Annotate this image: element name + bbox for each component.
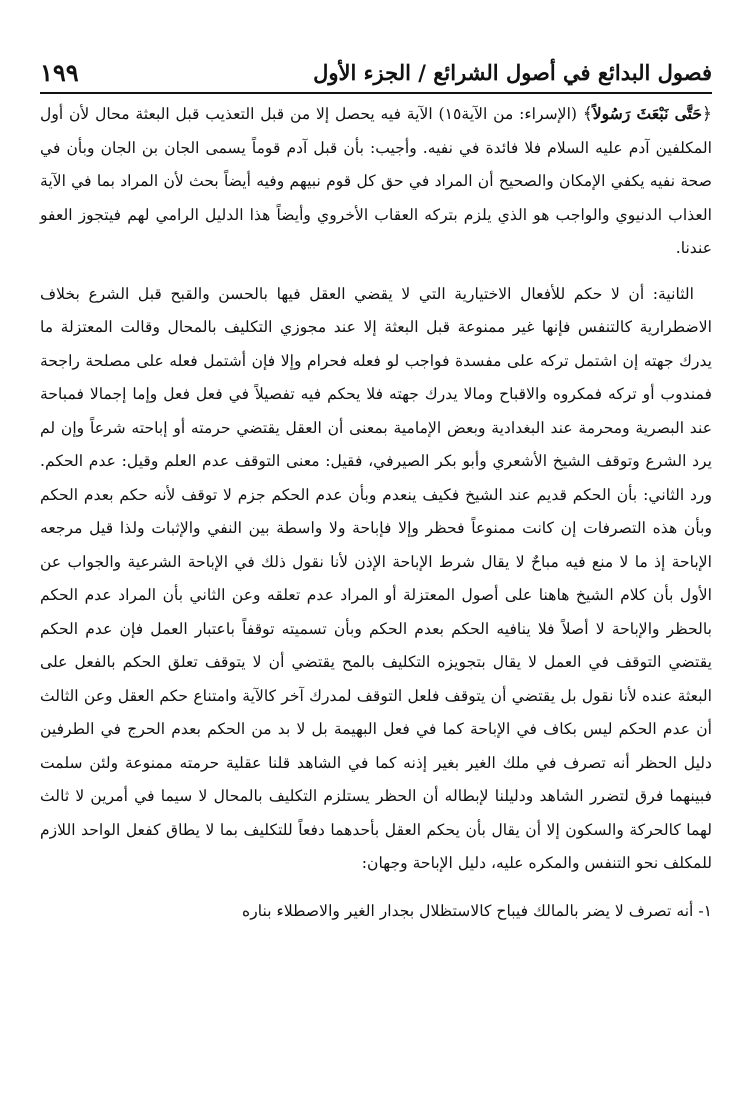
running-header xyxy=(40,52,712,92)
paragraph-2: الثانية: أن لا حكم للأفعال الاختيارية التي لا يقضي العقل فيها بالحسن والقبح قبل الشرع بخلاف الاضطرارية كالتنفس فإنها غير ممنوعة قبل البعثة إلا عند مجوزي التكليف بالمحال وقالت المعتزلة ما يدرك جهته إن اشتمل تركه على مفسدة فواجب لو فعله فحرام وإلا فإن أشتمل فعله على مصلحة راجحة فمندوب أو تركه فمكروه والاقباح ومالا يدرك جهته فلا يحكم فيه تفصيلاً في فعل فعل وإما إجمالا فمباحة عند البصرية ومحرمة عند البغدادية وبعض الإمامية بمعنى أن العقل يقتضي حرمته أو إباحته شرعاً وإن لم يرد الشرع وتوقف الشيخ الأشعري وأبو بكر الصيرفي، فقيل: معنى التوقف عدم العلم وقيل: عدم الحكم. ورد الثاني: بأن الحكم قديم عند الشيخ فكيف ينعدم وبأن عدم الحكم جزم لا توقف لأنه حكم بعدم الحكم وبأن هذه التصرفات إن كانت ممنوعاً فحظر وإلا فإباحة ولا واسطة بين النفي والإثبات ولذا قيل مرجعه الإباحة إذ ما لا منع فيه مباحٌ لا يقال شرط الإباحة الإذن لأنا نقول ذلك في الإباحة الشرعية والجواب عن الأول بأن كلام الشيخ هاهنا على أصول المعتزلة أو المراد عدم تعلقه وعن الثاني بأن المراد عدم الحكم بالحظر والإباحة لا أصلاً فلا ينافيه الحكم بعدم الحكم وبأن تسميته توقفاً باعتبار العمل فإن عدم الحكم يقتضي التوقف في العمل لا يقال بتجويزه التكليف بالمح يقتضي أن لا يتوقف تعلق الحكم بالفعل على البعثة عنده لأنا نقول بل يقتضي أن يتوقف فلعل التوقف لمدرك آخر كالآية وامتناع حكم العقل وعن الثالث أن عدم الحكم ليس بكاف في الإباحة كما في فعل البهيمة بل لا بد من الحكم بعدم الحرج في الطرفين دليل الحظر أنه تصرف في ملك الغير بغير إذنه كما في الشاهد قلنا عقلية حرمته ممنوعة ولئن سلمت فبينهما فرق لتضرر الشاهد ودليلنا لإبطاله أن الحظر يستلزم التكليف بالمحال لا سيما في أمرين لا ثالث لهما كالحركة والسكون إلا أن يقال بأن يحكم العقل بأحدهما دفعاً للتكليف بما لا يطاق كفعل الواحد اللازم للمكلف نحو التنفس والمكره عليه، دليل الإباحة وجهان: xyxy=(40,284,712,872)
quran-verse: حَتَّى نَبْعَثَ رَسُولاً xyxy=(592,104,703,123)
quran-open-bracket: ﴿ xyxy=(702,104,712,124)
page-number: ١٩٩ xyxy=(40,57,79,87)
paragraph-3: ١- أنه تصرف لا يضر بالمالك فيباح كالاستظلال بجدار الغير والاصطلاء بناره xyxy=(242,901,712,920)
header-title: فصول البدائع في أصول الشرائع / الجزء الأول xyxy=(313,59,712,85)
paragraph-1 xyxy=(40,97,712,266)
page-body xyxy=(40,97,712,928)
header-divider xyxy=(40,92,712,94)
quran-close-bracket: ﴾ xyxy=(582,104,593,124)
paragraph-1-text: (الإسراء: من الآية١٥) الآية فيه يحصل إلا من قبل التعذيب قبل البعثة محال لأن أول المكلفين آدم عليه السلام فلا فائدة في نفيه. وأجيب: بأن قبل آدم قوماً يسمى الجان بن الجان وبأن في صحة نفيه يكفي الإمكان والصحيح أن المراد في حق كل قوم نبيهم وفيه أيضاً بحث لأن المراد بما في الآية العذاب الدنيوي والواجب هو الذي يلزم بتركه العقاب الأخروي وأيضاً هذا الدليل الرامي لهم فيتجوز العفو عندنا. xyxy=(40,105,712,257)
